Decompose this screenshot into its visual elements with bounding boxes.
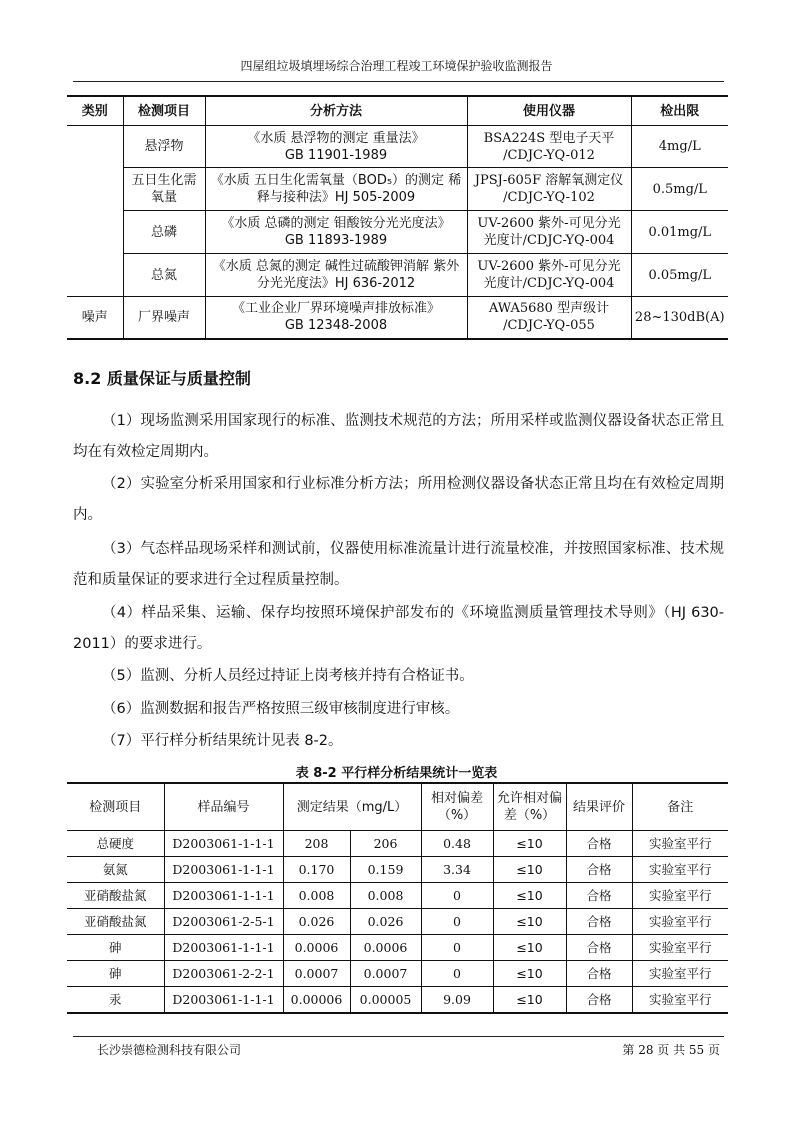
result-2-cell: 0.0006 [350,935,421,961]
result-1-cell: 0.0007 [283,961,350,987]
sample-id-cell: D2003061-1-1-1 [164,987,283,1014]
note-cell: 实验室平行 [632,883,728,909]
section-heading: 8.2 质量保证与质量控制 [73,369,251,388]
allowed-deviation-cell: ≤10 [493,883,566,909]
item-cell: 悬浮物 [123,126,205,168]
item-cell: 总磷 [123,211,205,254]
item-cell: 五日生化需氧量 [123,168,205,211]
column-header: 结果评价 [566,783,632,831]
sample-id-cell: D2003061-1-1-1 [164,883,283,909]
instrument-cell: BSA224S 型电子天平 /CDJC-YQ-012 [467,126,631,168]
column-header: 检出限 [631,96,728,126]
table-row [67,254,728,297]
instrument-cell: AWA5680 型声级计 /CDJC-YQ-055 [467,297,631,339]
result-1-cell: 0.00006 [283,987,350,1014]
category-cell: 噪声 [67,297,123,339]
column-header: 检测项目 [67,783,164,831]
table-header-row [67,96,728,126]
allowed-deviation-cell: ≤10 [493,935,566,961]
result-1-cell: 0.008 [283,883,350,909]
instrument-cell: UV-2600 紫外-可见分光 光度计/CDJC-YQ-004 [467,254,631,297]
item-cell: 厂界噪声 [123,297,205,339]
category-cell-empty [67,126,123,297]
allowed-deviation-cell: ≤10 [493,857,566,883]
item-cell: 总硬度 [67,831,164,857]
paragraph: （2）实验室分析采用国家和行业标准分析方法；所用检测仪器设备状态正常且均在有效检定周期内。 [73,476,724,523]
column-header: 测定结果（mg/L） [283,783,421,831]
deviation-cell: 0 [421,909,493,935]
item-cell: 亚硝酸盐氮 [67,909,164,935]
table-row [67,297,728,339]
method-cell: 《水质 总氮的测定 碱性过硫酸钾消解 紫外分光光度法》HJ 636-2012 [205,254,467,297]
result-2-cell: 0.008 [350,883,421,909]
deviation-cell: 0.48 [421,831,493,857]
item-cell: 砷 [67,935,164,961]
evaluation-cell: 合格 [566,883,632,909]
sample-id-cell: D2003061-1-1-1 [164,831,283,857]
result-1-cell: 0.170 [283,857,350,883]
allowed-deviation-cell: ≤10 [493,909,566,935]
limit-cell: 0.05mg/L [631,254,728,297]
column-header: 样品编号 [164,783,283,831]
footer-company: 长沙崇德检测科技有限公司 [97,1043,242,1057]
table-row [67,126,728,168]
table-row [67,935,728,961]
evaluation-cell: 合格 [566,857,632,883]
instrument-cell: UV-2600 紫外-可见分光 光度计/CDJC-YQ-004 [467,211,631,254]
method-cell: 《水质 悬浮物的测定 重量法》 GB 11901-1989 [205,126,467,168]
paragraph: （3）气态样品现场采样和测试前，仪器使用标准流量计进行流量校准，并按照国家标准、技术规范和质量保证的要求进行全过程质量控制。 [73,541,724,588]
column-header: 检测项目 [123,96,205,126]
column-header: 类别 [67,96,123,126]
column-header: 分析方法 [205,96,467,126]
evaluation-cell: 合格 [566,987,632,1014]
note-cell: 实验室平行 [632,831,728,857]
method-cell: 《工业企业厂界环境噪声排放标准》 GB 12348-2008 [205,297,467,339]
paragraph: （1）现场监测采用国家现行的标准、监测技术规范的方法；所用采样或监测仪器设备状态正常且均在有效检定周期内。 [73,413,724,460]
item-cell: 氨氮 [67,857,164,883]
item-cell: 汞 [67,987,164,1014]
note-cell: 实验室平行 [632,987,728,1014]
item-cell: 总氮 [123,254,205,297]
column-header: 备注 [632,783,728,831]
deviation-cell: 3.34 [421,857,493,883]
deviation-cell: 9.09 [421,987,493,1014]
column-header: 相对偏差（%） [421,783,493,831]
deviation-cell: 0 [421,883,493,909]
allowed-deviation-cell: ≤10 [493,987,566,1014]
result-2-cell: 0.026 [350,909,421,935]
evaluation-cell: 合格 [566,961,632,987]
deviation-cell: 0 [421,961,493,987]
note-cell: 实验室平行 [632,961,728,987]
instrument-cell: JPSJ-605F 溶解氧测定仪 /CDJC-YQ-102 [467,168,631,211]
result-2-cell: 0.159 [350,857,421,883]
paragraph: （5）监测、分析人员经过持证上岗考核并持有合格证书。 [102,668,474,684]
method-cell: 《水质 总磷的测定 钼酸铵分光光度法》 GB 11893-1989 [205,211,467,254]
limit-cell: 0.5mg/L [631,168,728,211]
note-cell: 实验室平行 [632,909,728,935]
table-row [67,883,728,909]
footer-divider [73,1036,724,1037]
item-cell: 亚硝酸盐氮 [67,883,164,909]
page-header-title: 四屋组垃圾填埋场综合治理工程竣工环境保护验收监测报告 [240,59,553,73]
column-header: 使用仪器 [467,96,631,126]
limit-cell: 0.01mg/L [631,211,728,254]
table-header-row [67,783,728,831]
analysis-methods-table [67,95,728,340]
result-2-cell: 0.0007 [350,961,421,987]
note-cell: 实验室平行 [632,935,728,961]
result-1-cell: 208 [283,831,350,857]
limit-cell: 28~130dB(A) [631,297,728,339]
parallel-sample-table [67,782,728,1014]
table-row [67,211,728,254]
deviation-cell: 0 [421,935,493,961]
paragraph: （6）监测数据和报告严格按照三级审核制度进行审核。 [102,701,460,717]
evaluation-cell: 合格 [566,831,632,857]
footer-page-number: 第 28 页 共 55 页 [622,1043,720,1057]
allowed-deviation-cell: ≤10 [493,831,566,857]
table-caption: 表 8-2 平行样分析结果统计一览表 [295,766,498,781]
column-header: 允许相对偏差（%） [493,783,566,831]
allowed-deviation-cell: ≤10 [493,961,566,987]
table-row [67,909,728,935]
header-divider [73,81,724,82]
limit-cell: 4mg/L [631,126,728,168]
table-row [67,168,728,211]
table-row [67,987,728,1014]
result-2-cell: 0.00005 [350,987,421,1014]
method-cell: 《水质 五日生化需氧量（BOD₅）的测定 稀释与接种法》HJ 505-2009 [205,168,467,211]
table-row [67,831,728,857]
result-2-cell: 206 [350,831,421,857]
sample-id-cell: D2003061-2-2-1 [164,961,283,987]
evaluation-cell: 合格 [566,909,632,935]
result-1-cell: 0.0006 [283,935,350,961]
sample-id-cell: D2003061-2-5-1 [164,909,283,935]
table-row [67,961,728,987]
sample-id-cell: D2003061-1-1-1 [164,935,283,961]
sample-id-cell: D2003061-1-1-1 [164,857,283,883]
item-cell: 砷 [67,961,164,987]
note-cell: 实验室平行 [632,857,728,883]
table-row [67,857,728,883]
paragraph: （4）样品采集、运输、保存均按照环境保护部发布的《环境监测质量管理技术导则》（HJ 630-2011）的要求进行。 [73,605,724,652]
result-1-cell: 0.026 [283,909,350,935]
paragraph: （7）平行样分析结果统计见表 8-2。 [102,733,343,749]
evaluation-cell: 合格 [566,935,632,961]
